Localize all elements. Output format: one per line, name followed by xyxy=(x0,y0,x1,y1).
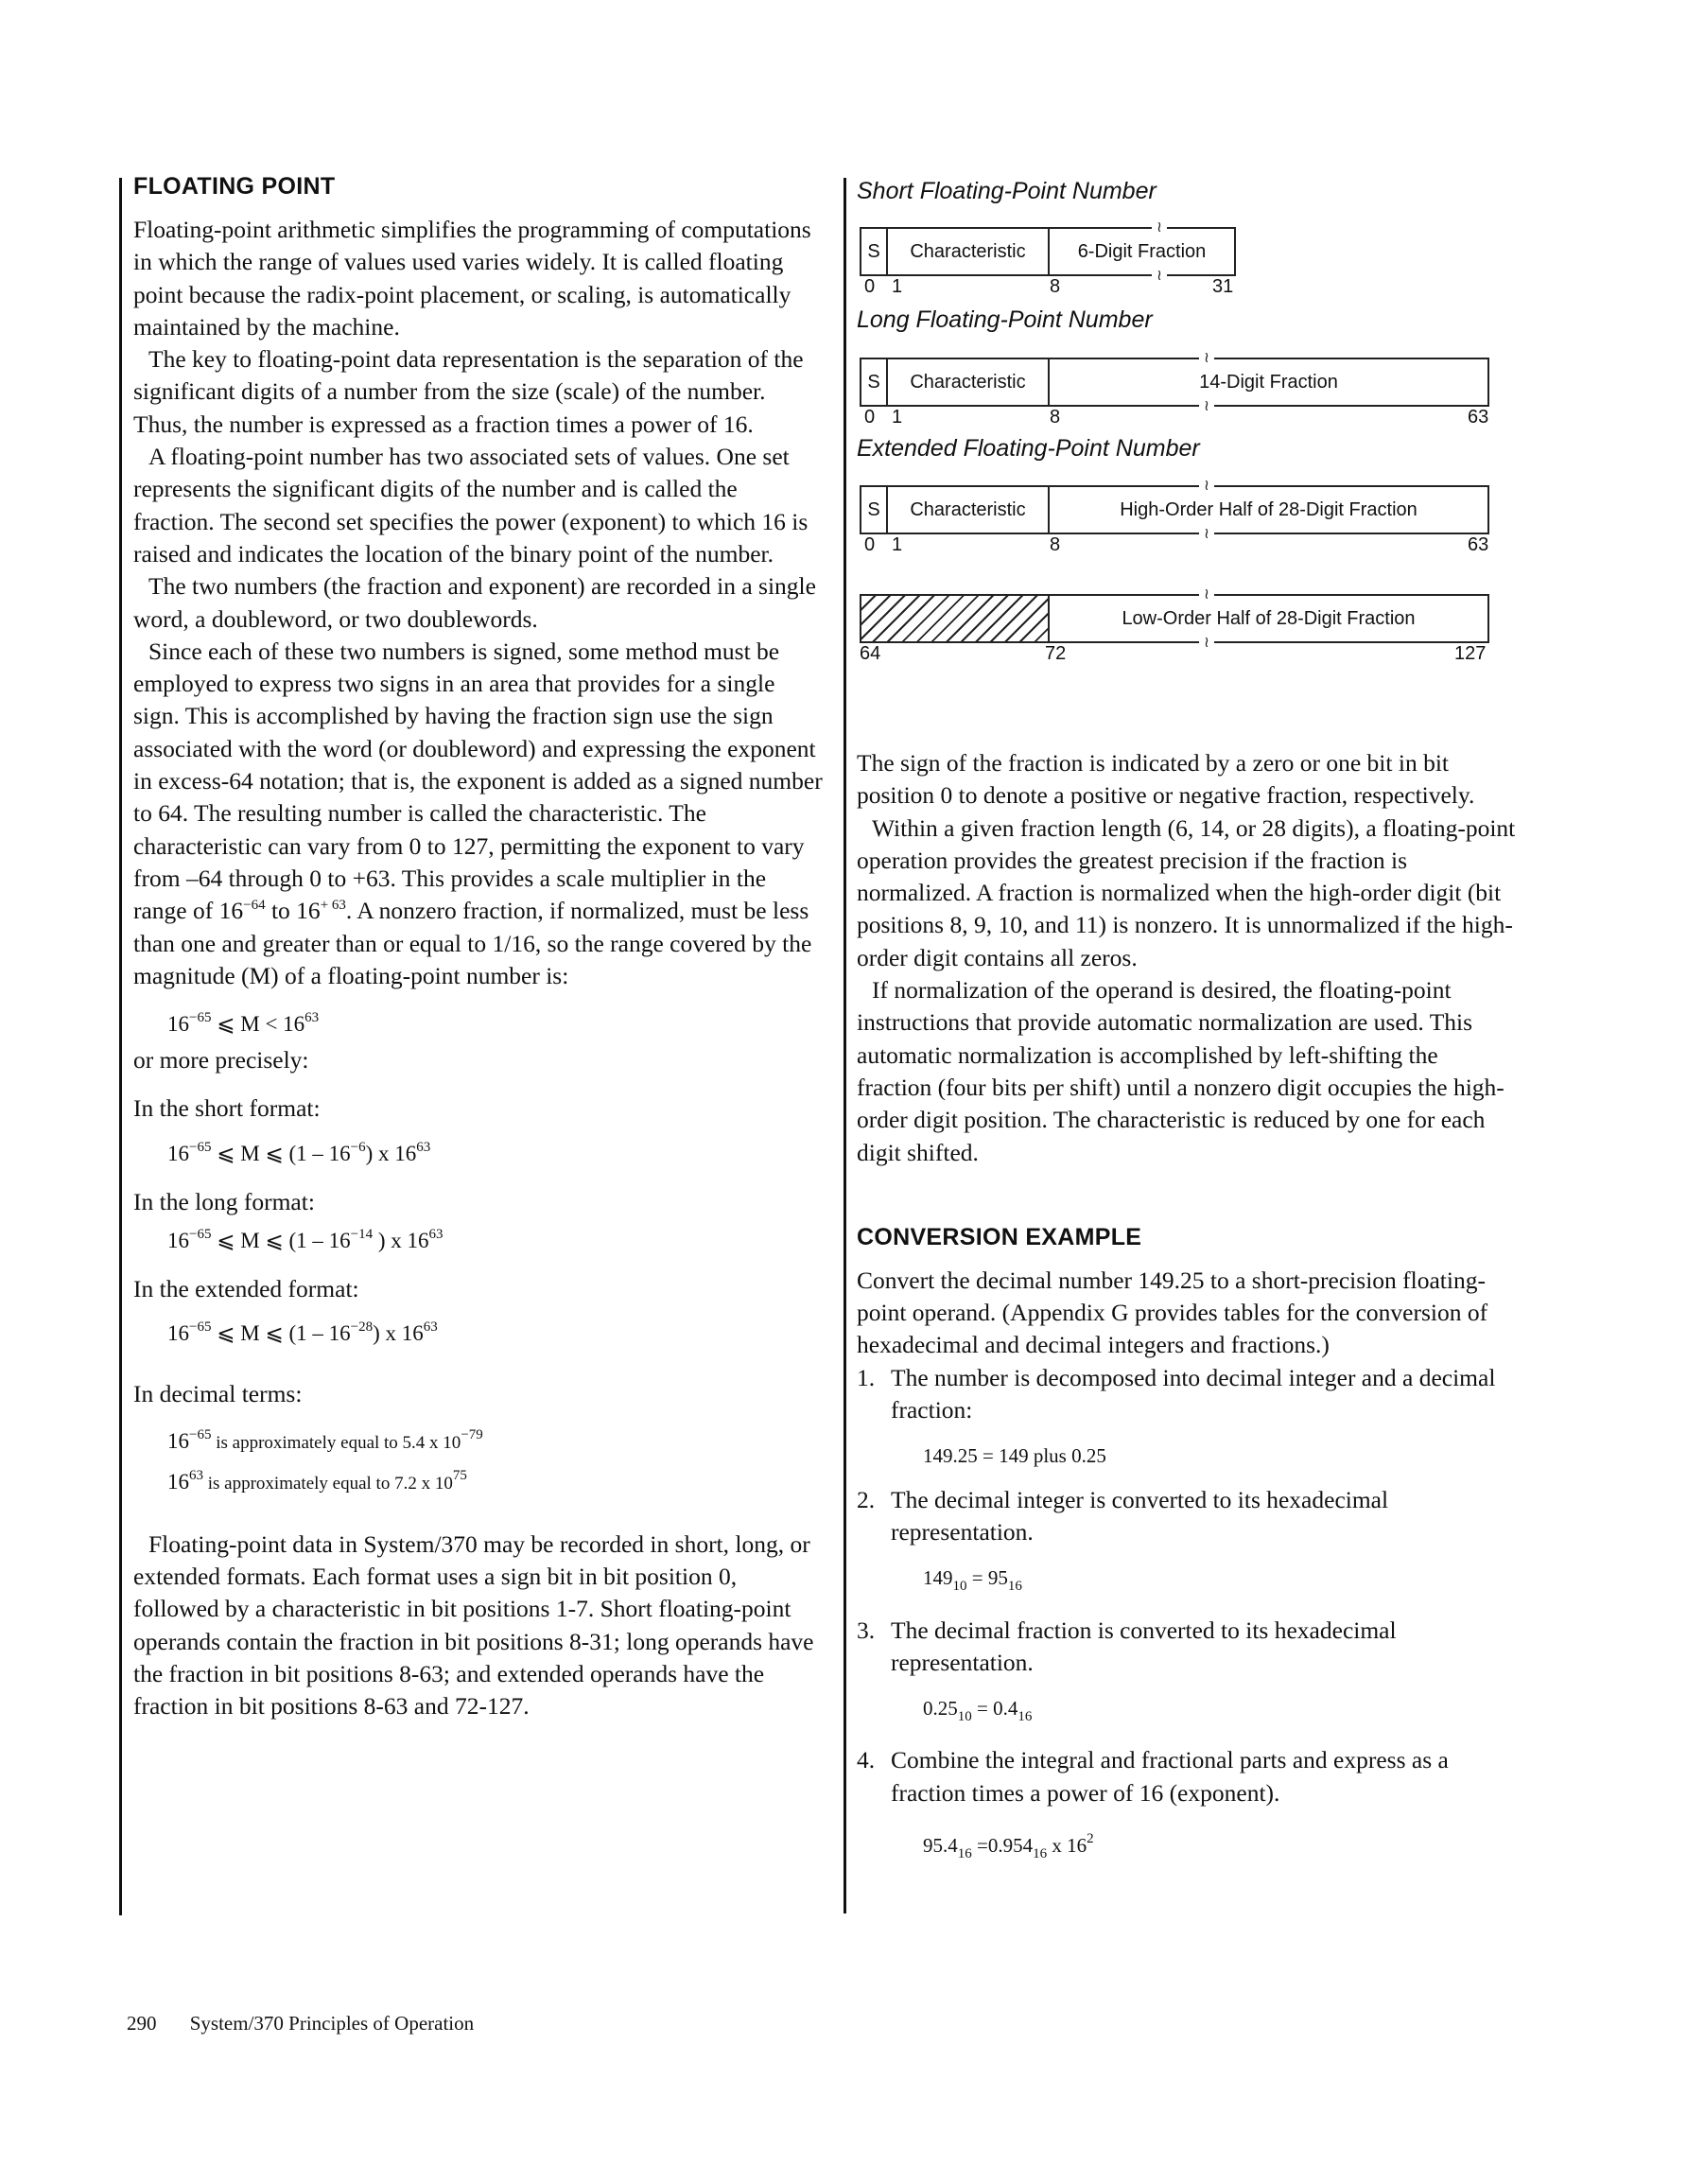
paragraph-intro: Floating-point arithmetic simplifies the programming of computations in which the range of values used varies widely. It is called floating point because the radix-point placement, or scaling, is automatically maintained by the machine. xyxy=(133,216,811,341)
paragraph-two-sets: A floating-point number has two associated sets of values. One set represents the significant digits of the number and is called the fraction. The second set specifies the power (exponent) to which 16 is raised and indicates the location of the binary point of the number. xyxy=(133,443,809,568)
short-format-formula: $16^{-65}$ ⩽ M ⩽ $(1 - 16^{-6})$ x $16^{63}$ xyxy=(167,1139,431,1165)
left-column xyxy=(133,173,824,1722)
format-diagrams xyxy=(857,178,1500,670)
step-formula: 149.25 = 149 plus 0.25 xyxy=(923,1444,1106,1468)
break-mark-icon: ≀ xyxy=(1152,270,1167,281)
short-format-box xyxy=(860,227,1236,276)
long-format-title: Long Floating-Point Number xyxy=(857,306,1153,333)
extended-low-box xyxy=(860,594,1489,643)
break-mark-icon: ≀ xyxy=(1152,221,1167,233)
short-format-title: Short Floating-Point Number xyxy=(857,178,1157,204)
more-precisely-label: or more precisely: xyxy=(133,1046,309,1075)
bit-label: 8 xyxy=(1050,407,1061,428)
break-mark-icon: ≀ xyxy=(1199,352,1214,363)
paragraph-sign: The sign of the fraction is indicated by a zero or one bit in bit position 0 to denote a positive or negative fraction, respectively. xyxy=(857,749,1475,810)
paragraph-signs: Since each of these two numbers is signed, some method must be employed to express two signs in an area that provides for a single sign. This is accomplished by having the fraction sign use the sign associated with the word (or doubleword) and expressing the exponent in excess-64 notation; that is, the exponent is added as a signed number to 64. The resulting number is called the characteristic. The characteristic can vary from 0 to 127, permitting the exponent to vary from –64 through 0 to +63. This provides a scale multiplier in the range of $16^{-64}$ to $16^{+ 63}$. A nonzero fraction, if normalized, must be less than one and greater than or equal to 1/16, so the range covered by the magnitude (M) of a floating-point number is: xyxy=(133,637,823,989)
bit-label: 1 xyxy=(892,276,903,297)
short-format-label: In the short format: xyxy=(133,1094,321,1123)
paragraph-normalization: If normalization of the operand is desired, the floating-point instructions that provide automatic normalization are used. This automatic normalization is accomplished by left-shifting the fraction (four bits per shift) until a nonzero digit occupies the high-order digit position. The characteristic is reduced by one for each digit shifted. xyxy=(857,976,1504,1166)
bit-label: 64 xyxy=(860,643,881,664)
book-title: System/370 Principles of Operation xyxy=(189,2012,475,2035)
conversion-step: 3. The decimal fraction is converted to its hexadecimal representation. $0.25_{10} = 0.4_{16}$ xyxy=(857,1615,1519,1734)
conversion-step: 2. The decimal integer is converted to its hexadecimal representation. $149_{10} = 95_{16}$ xyxy=(857,1484,1519,1603)
decimal-term-low: $16^{-65}$ is approximately equal to 5.4 x $10^{-79}$ xyxy=(167,1426,483,1453)
range-formula: $16^{-65}$ ⩽ $M < 16^{63}$ xyxy=(167,1010,320,1037)
bit-label: 63 xyxy=(1468,534,1489,555)
extended-format-formula: $16^{-65}$ ⩽ M ⩽ $(1 - 16^{-28})$ x $16^{63}$ xyxy=(167,1319,438,1346)
left-change-bar xyxy=(119,178,122,1915)
bit-label: 127 xyxy=(1454,643,1487,664)
unused-hatched-field xyxy=(861,596,1050,641)
characteristic-field: Characteristic xyxy=(888,487,1050,533)
long-format-box xyxy=(860,358,1489,407)
page-footer xyxy=(127,2012,474,2035)
fraction-field: 14-Digit Fraction xyxy=(1199,371,1338,393)
bit-label: 8 xyxy=(1050,534,1061,555)
long-format-label: In the long format: xyxy=(133,1187,315,1215)
right-column-text xyxy=(857,747,1519,1881)
bit-label: 1 xyxy=(892,534,903,555)
long-format-formula: $16^{-65}$ ⩽ M ⩽ ($1 - 16^{-14}$ ) x $16^{63}$ xyxy=(167,1227,443,1253)
paragraph-normalized: Within a given fraction length (6, 14, or 28 digits), a floating-point operation provides the greatest precision if the fraction is normalized. A fraction is normalized when the high-order digit (bit positions 8, 9, 10, and 11) is nonzero. It is unnormalized if the high-order digit contains all zeros. xyxy=(857,813,1516,971)
conversion-intro: Convert the decimal number 149.25 to a short-precision floating-point operand. (Appendix G provides tables for the conversion of hexadecimal and decimal integers and fractions.) xyxy=(857,1266,1488,1359)
break-mark-icon: ≀ xyxy=(1199,400,1214,411)
bit-label: 0 xyxy=(864,407,876,428)
sign-field: S xyxy=(861,229,888,274)
paragraph-recorded: The two numbers (the fraction and exponent) are recorded in a single word, a doubleword, or two doublewords. xyxy=(133,572,816,633)
conversion-step: 1. The number is decomposed into decimal integer and a decimal fraction: 149.25 = 149 plus 0.25 xyxy=(857,1362,1519,1473)
characteristic-field: Characteristic xyxy=(888,359,1050,405)
section-heading-conversion-example: CONVERSION EXAMPLE xyxy=(857,1223,1142,1250)
break-mark-icon: ≀ xyxy=(1199,528,1214,539)
sign-field: S xyxy=(861,359,888,405)
bit-label: 63 xyxy=(1468,407,1489,428)
break-mark-icon: ≀ xyxy=(1199,637,1214,648)
bit-label: 72 xyxy=(1045,643,1067,664)
break-mark-icon: ≀ xyxy=(1199,588,1214,600)
decimal-term-high: $16^{63}$ is approximately equal to 7.2 x $10^{75}$ xyxy=(167,1467,467,1494)
scale-exp-low: −64 xyxy=(243,898,266,914)
characteristic-field: Characteristic xyxy=(888,229,1050,274)
section-heading-floating-point: FLOATING POINT xyxy=(133,173,336,200)
high-order-fraction-field: High-Order Half of 28-Digit Fraction xyxy=(1120,498,1417,520)
bit-label: 8 xyxy=(1050,276,1061,297)
step-formula: $95.4_{16} =0.954_{16}$ x $16^2$ xyxy=(923,1831,1094,1862)
conversion-step: 4. Combine the integral and fractional parts and express as a fraction times a power of 16 (exponent). $95.4_{16} =0.954_{16}$ x $16^2$ xyxy=(857,1744,1519,1870)
step-formula: $0.25_{10} = 0.4_{16}$ xyxy=(923,1697,1033,1725)
bit-label: 0 xyxy=(864,276,876,297)
low-order-fraction-field: Low-Order Half of 28-Digit Fraction xyxy=(1122,607,1416,629)
conversion-steps xyxy=(857,1362,1519,1871)
page-number: 290 xyxy=(127,2012,157,2035)
right-change-bar xyxy=(844,178,846,1913)
extended-format-label: In the extended format: xyxy=(133,1275,359,1303)
step-formula: $149_{10} = 95_{16}$ xyxy=(923,1566,1022,1595)
bit-label: 31 xyxy=(1212,276,1234,297)
sign-field: S xyxy=(861,487,888,533)
bit-label: 1 xyxy=(892,407,903,428)
bit-label: 0 xyxy=(864,534,876,555)
scale-exp-high: + 63 xyxy=(320,898,346,914)
extended-format-title: Extended Floating-Point Number xyxy=(857,435,1200,462)
extended-high-box xyxy=(860,485,1489,534)
fraction-field: 6-Digit Fraction xyxy=(1077,240,1207,262)
paragraph-key: The key to floating-point data representation is the separation of the significant digits of a number from the size (scale) of the number. Thus, the number is expressed as a fraction times a power of 16. xyxy=(133,345,804,438)
break-mark-icon: ≀ xyxy=(1199,480,1214,491)
decimal-terms-label: In decimal terms: xyxy=(133,1380,303,1408)
paragraph-formats: Floating-point data in System/370 may be recorded in short, long, or extended formats. Each format uses a sign bit in bit position 0, followed by a characteristic in bit positions 1-7. Short floating-point operands contain the fraction in bit positions 8-31; long operands have the fraction in bit positions 8-63; and extended operands have the fraction in bit positions 8-63 and 72-127. xyxy=(133,1529,814,1721)
